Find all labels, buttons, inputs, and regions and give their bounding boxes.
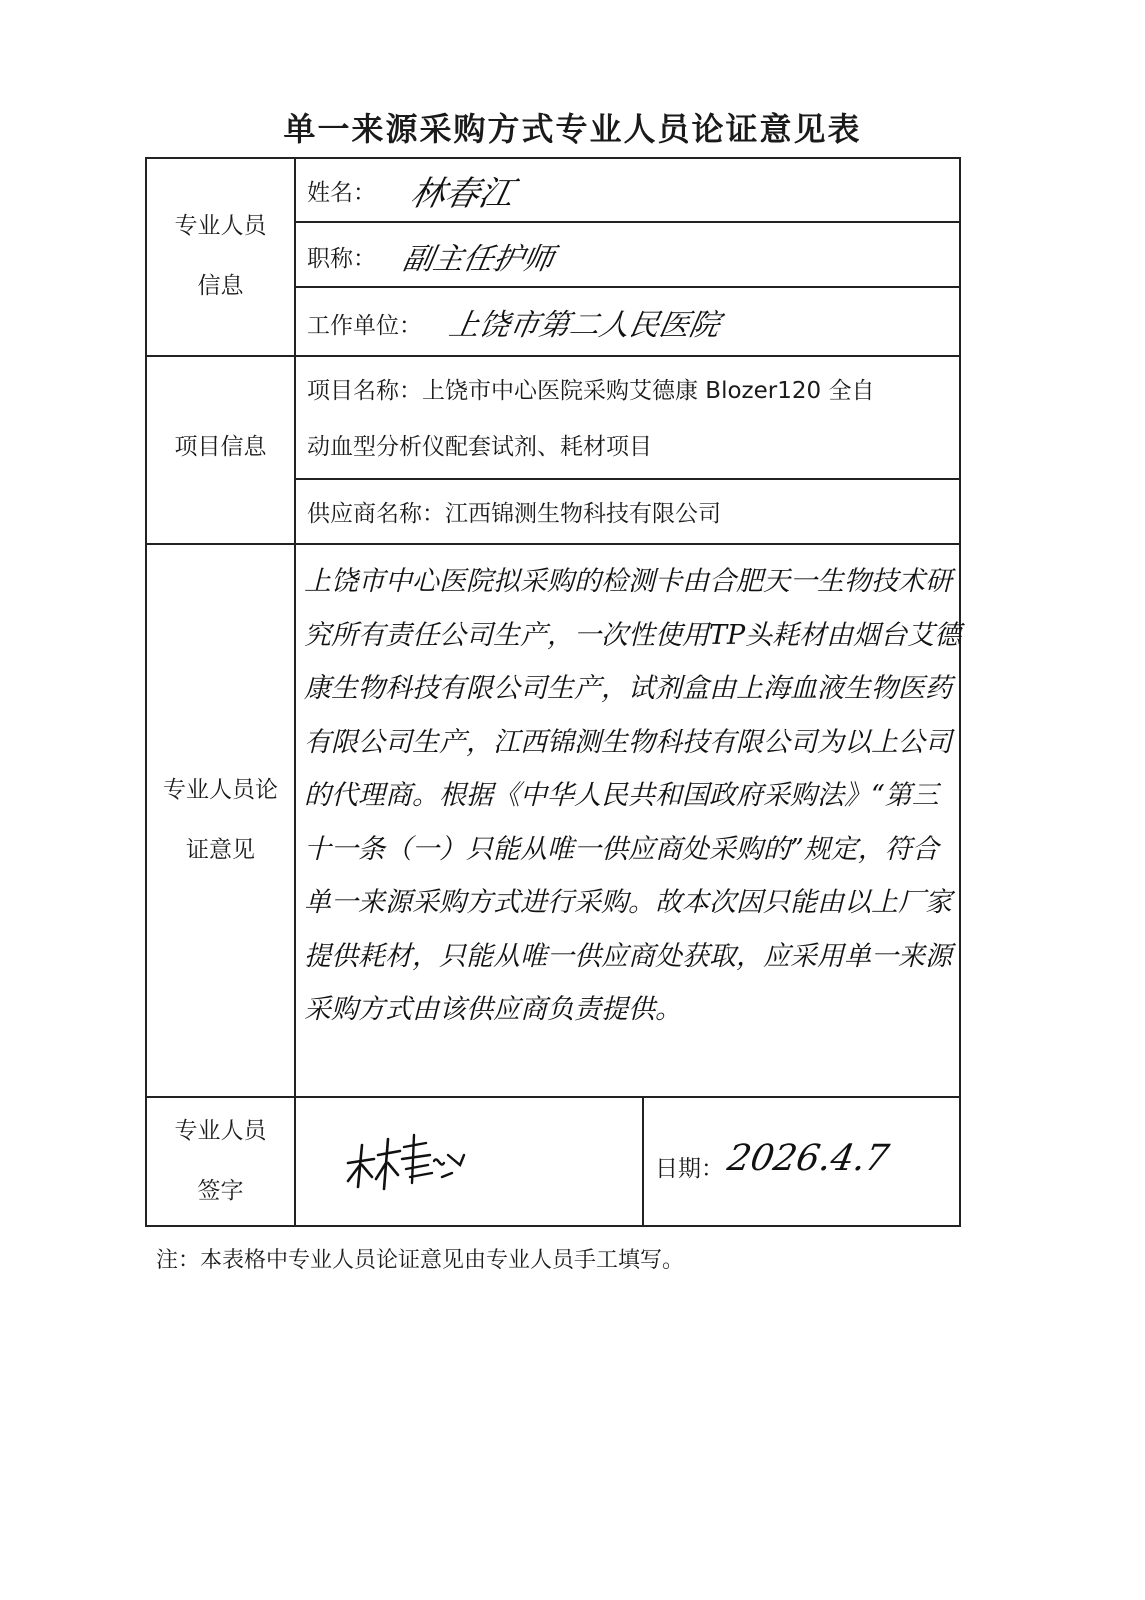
row-divider bbox=[294, 221, 961, 223]
job-title-value: 副主任护师 bbox=[400, 242, 557, 277]
section-label-line: 签字 bbox=[197, 1178, 244, 1204]
project-section-label: 项目信息 bbox=[174, 434, 267, 460]
section-divider bbox=[145, 355, 961, 357]
employer-value: 上饶市第二人民医院 bbox=[446, 308, 723, 343]
project-name-line: 动血型分析仪配套试剂、耗材项目 bbox=[307, 434, 652, 460]
section-divider bbox=[145, 1096, 961, 1098]
project-name-line: 项目名称：上饶市中心医院采购艾德康 Blozer120 全自 bbox=[307, 378, 875, 404]
handwritten-opinion: 上饶市中心医院拟采购的检测卡由合肥天一生物技术研究所有责任公司生产，一次性使用TP头耗材由烟台艾德康生物科技有限公司生产，试剂盒由上海血液生物医药有限公司生产，江西锦测生物科技有限公司为以上公司的代理商。根据《中华人民共和国政府采购法》“第三十一条（一）只能从唯一供应商处采购的”规定，符合单一来源采购方式进行采购。故本次因只能由以上厂家提供耗材，只能从唯一供应商处获取，应采用单一来源采购方式由该供应商负责提供。 bbox=[304, 566, 962, 1025]
footnote: 注：本表格中专业人员论证意见由专业人员手工填写。 bbox=[156, 1248, 685, 1273]
employer-label: 工作单位： bbox=[307, 313, 422, 339]
table-border-top bbox=[145, 157, 961, 159]
date-label: 日期： bbox=[655, 1156, 724, 1182]
section-label-line: 信息 bbox=[197, 273, 244, 299]
table-border-left bbox=[145, 157, 147, 1227]
handwritten-signature bbox=[340, 1125, 470, 1195]
row-divider bbox=[294, 478, 961, 480]
table-border-bottom bbox=[145, 1225, 961, 1227]
row-divider bbox=[294, 286, 961, 288]
date-column-divider bbox=[642, 1096, 644, 1227]
job-title-label: 职称： bbox=[307, 246, 376, 272]
section-divider bbox=[145, 543, 961, 545]
signature-section-label bbox=[147, 1101, 294, 1221]
opinion-section-label bbox=[147, 760, 294, 880]
name-value: 林春江 bbox=[407, 174, 518, 214]
personnel-section-label bbox=[147, 196, 294, 316]
form-title: 单一来源采购方式专业人员论证意见表 bbox=[283, 110, 862, 148]
section-label-line: 证意见 bbox=[186, 837, 255, 863]
section-label-line: 专业人员 bbox=[174, 213, 267, 239]
column-divider bbox=[294, 157, 296, 1227]
name-label: 姓名： bbox=[307, 180, 376, 206]
section-label-line: 专业人员 bbox=[174, 1118, 267, 1144]
section-label-line: 专业人员论 bbox=[163, 777, 278, 803]
supplier-name: 供应商名称：江西锦测生物科技有限公司 bbox=[307, 501, 721, 527]
date-value: 2026.4.7 bbox=[724, 1138, 892, 1179]
